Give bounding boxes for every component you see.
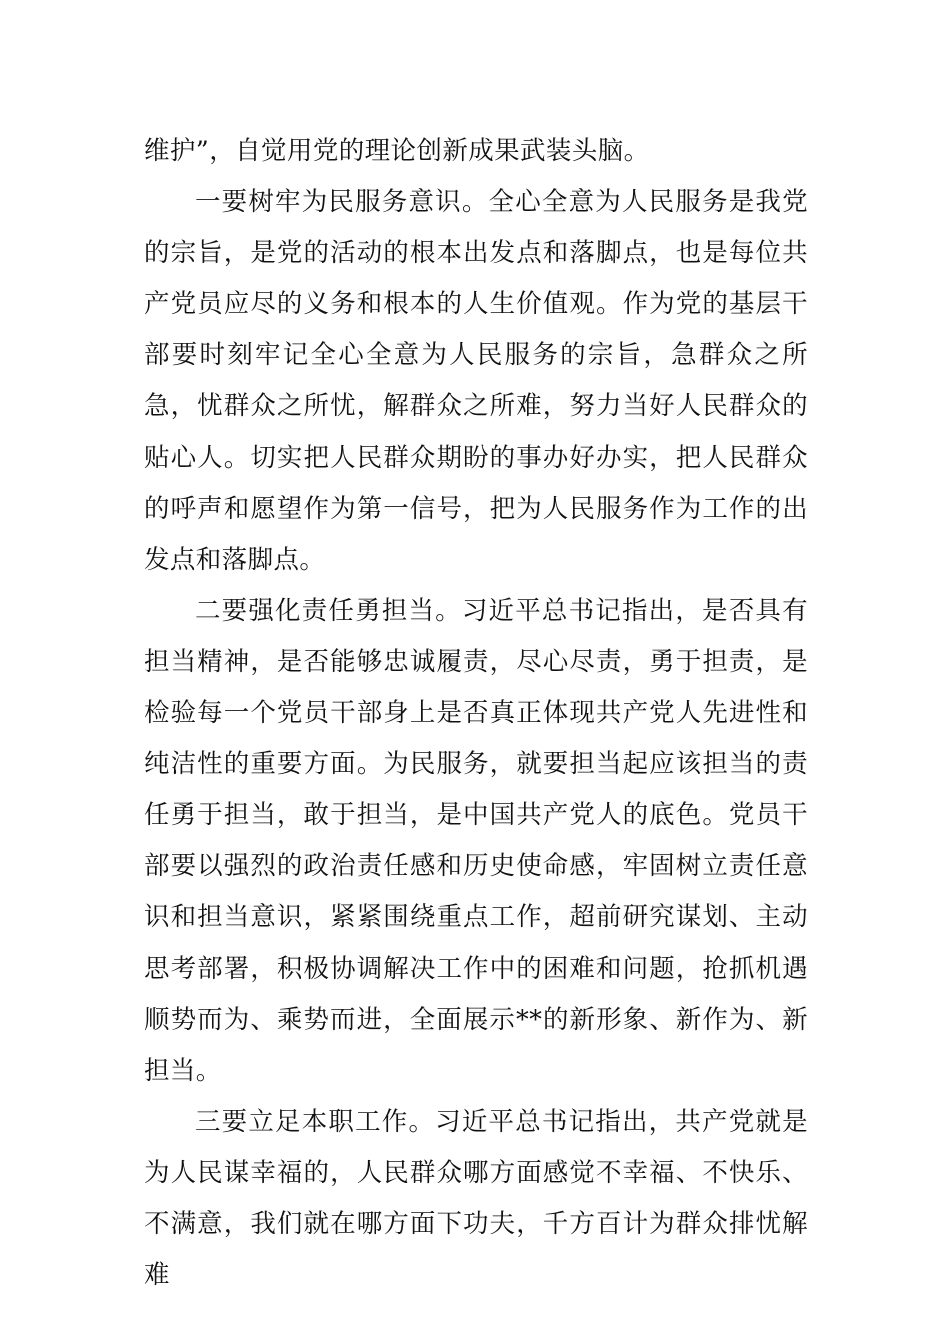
paragraph-own-work: 三要立足本职工作。习近平总书记指出，共产党就是为人民谋幸福的，人民群众哪方面感觉不幸福、不快乐、不满意，我们就在哪方面下功夫，千方百计为群众排忧解难 [144,1106,808,1291]
paragraph-responsibility: 二要强化责任勇担当。习近平总书记指出，是否具有担当精神，是否能够忠诚履责，尽心尽责，勇于担责，是检验每一个党员干部身上是否真正体现共产党人先进性和纯洁性的重要方面。为民服务，就要担当起应该担当的责任勇于担当，敢于担当，是中国共产党人的底色。党员干部要以强烈的政治责任感和历史使命感，牢固树立责任意识和担当意识，紧紧围绕重点工作，超前研究谋划、主动思考部署，积极协调解决工作中的困难和问题，抢抓机遇顺势而为、乘势而进，全面展示**的新形象、新作为、新担当。 [144,595,808,1086]
paragraph-serve-people: 一要树牢为民服务意识。全心全意为人民服务是我党的宗旨，是党的活动的根本出发点和落脚点，也是每位共产党员应尽的义务和根本的人生价值观。作为党的基层干部要时刻牢记全心全意为人民服务的宗旨，急群众之所急，忧群众之所忧，解群众之所难，努力当好人民群众的贴心人。切实把人民群众期盼的事办好办实，把人民群众的呼声和愿望作为第一信号，把为人民服务作为工作的出发点和落脚点。 [144,187,808,575]
paragraph-continuation: 维护”，自觉用党的理论创新成果武装头脑。 [144,136,650,166]
document-body [144,126,808,1301]
